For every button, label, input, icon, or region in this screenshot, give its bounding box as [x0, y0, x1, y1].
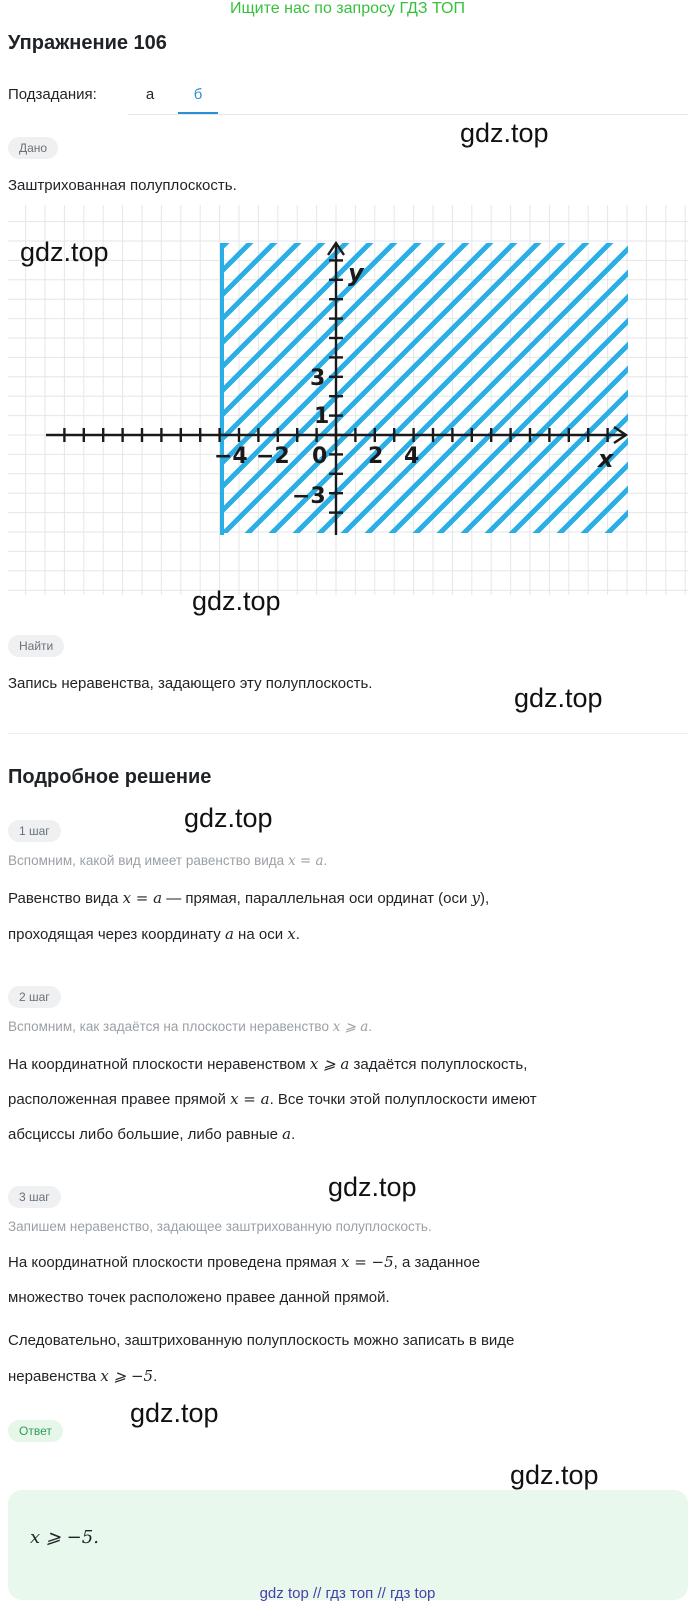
- coordinate-figure: [8, 205, 688, 595]
- x-axis-label: x: [598, 445, 614, 473]
- step-1: [8, 820, 61, 842]
- find-chip: Найти: [8, 635, 64, 657]
- answer-section: [8, 1420, 63, 1442]
- find-text: Запись неравенства, задающего эту полуплоскость.: [8, 675, 373, 692]
- solution-heading: Подробное решение: [8, 766, 212, 788]
- x-tick-label: −4: [214, 444, 248, 469]
- x-tick-label: 0: [312, 444, 328, 469]
- step-hint: Запишем неравенство, задающее заштрихованную полуплоскость.: [8, 1219, 432, 1234]
- step-paragraph: На координатной плоскости проведена прямая x = −5, а заданное: [8, 1253, 481, 1271]
- footer-separator: //: [377, 1585, 386, 1602]
- step-paragraph: расположенная правее прямой x = a. Все точки этой полуплоскости имеют: [8, 1090, 537, 1108]
- tab-subtask-b[interactable]: б: [193, 86, 203, 103]
- coordinate-plane-svg: [8, 205, 688, 595]
- step-paragraph: неравенства x ⩾ −5.: [8, 1367, 158, 1385]
- step-paragraph: проходящая через координату a на оси x.: [8, 925, 300, 943]
- section-divider: [8, 733, 688, 734]
- step-hint: Вспомним, как задаётся на плоскости неравенство x ⩾ a.: [8, 1019, 373, 1035]
- footer-link[interactable]: гдз топ: [325, 1585, 374, 1602]
- step-paragraph: На координатной плоскости неравенством x ⩾ a задаётся полуплоскость,: [8, 1055, 528, 1073]
- given-section: [8, 137, 58, 159]
- answer-box: [8, 1490, 688, 1600]
- answer-text: x ⩾ −5.: [30, 1527, 99, 1548]
- math-expression: x = a: [287, 853, 324, 869]
- page-title: Упражнение 106: [8, 32, 167, 54]
- footer-links: [0, 1585, 695, 1602]
- footer-link[interactable]: gdz top: [259, 1585, 309, 1602]
- step-3: [8, 1186, 61, 1208]
- watermark: gdz.top: [130, 1398, 219, 1428]
- watermark: gdz.top: [514, 683, 603, 713]
- watermark: gdz.top: [192, 586, 281, 616]
- y-tick-label: 3: [310, 366, 326, 391]
- answer-chip: Ответ: [8, 1420, 63, 1442]
- step-paragraph: множество точек расположено правее данной прямой.: [8, 1289, 390, 1306]
- watermark: gdz.top: [184, 803, 273, 833]
- y-axis-label: y: [348, 259, 364, 287]
- subtasks-divider: [128, 114, 688, 115]
- active-tab-indicator: [178, 112, 218, 114]
- x-tick-label: 2: [368, 444, 384, 469]
- step-chip: 2 шаг: [8, 986, 61, 1008]
- step-chip: 1 шаг: [8, 820, 61, 842]
- y-tick-label: 1: [314, 404, 330, 429]
- given-chip: Дано: [8, 137, 58, 159]
- step-2: [8, 986, 61, 1008]
- step-paragraph: Следовательно, заштрихованную полуплоскость можно записать в виде: [8, 1332, 515, 1349]
- step-hint: Вспомним, какой вид имеет равенство вида x = a.: [8, 853, 328, 869]
- footer-link[interactable]: гдз top: [389, 1585, 436, 1602]
- y-tick-label: −3: [292, 484, 326, 509]
- tab-subtask-a[interactable]: а: [145, 86, 155, 103]
- x-tick-label: −2: [256, 444, 290, 469]
- watermark: gdz.top: [460, 118, 549, 148]
- footer-separator: //: [312, 1585, 322, 1602]
- find-section: [8, 635, 64, 657]
- step-chip: 3 шаг: [8, 1186, 61, 1208]
- step-paragraph: абсциссы либо большие, либо равные a.: [8, 1125, 296, 1143]
- step-paragraph: Равенство вида x = a — прямая, параллельная оси ординат (оси y),: [8, 889, 490, 907]
- watermark: gdz.top: [328, 1172, 417, 1202]
- watermark: gdz.top: [20, 237, 109, 267]
- subtasks-label: Подзадания:: [8, 86, 97, 103]
- given-text: Заштрихованная полуплоскость.: [8, 177, 237, 194]
- x-tick-label: 4: [404, 444, 420, 469]
- watermark: gdz.top: [510, 1460, 599, 1490]
- top-banner[interactable]: Ищите нас по запросу ГДЗ ТОП: [230, 0, 465, 17]
